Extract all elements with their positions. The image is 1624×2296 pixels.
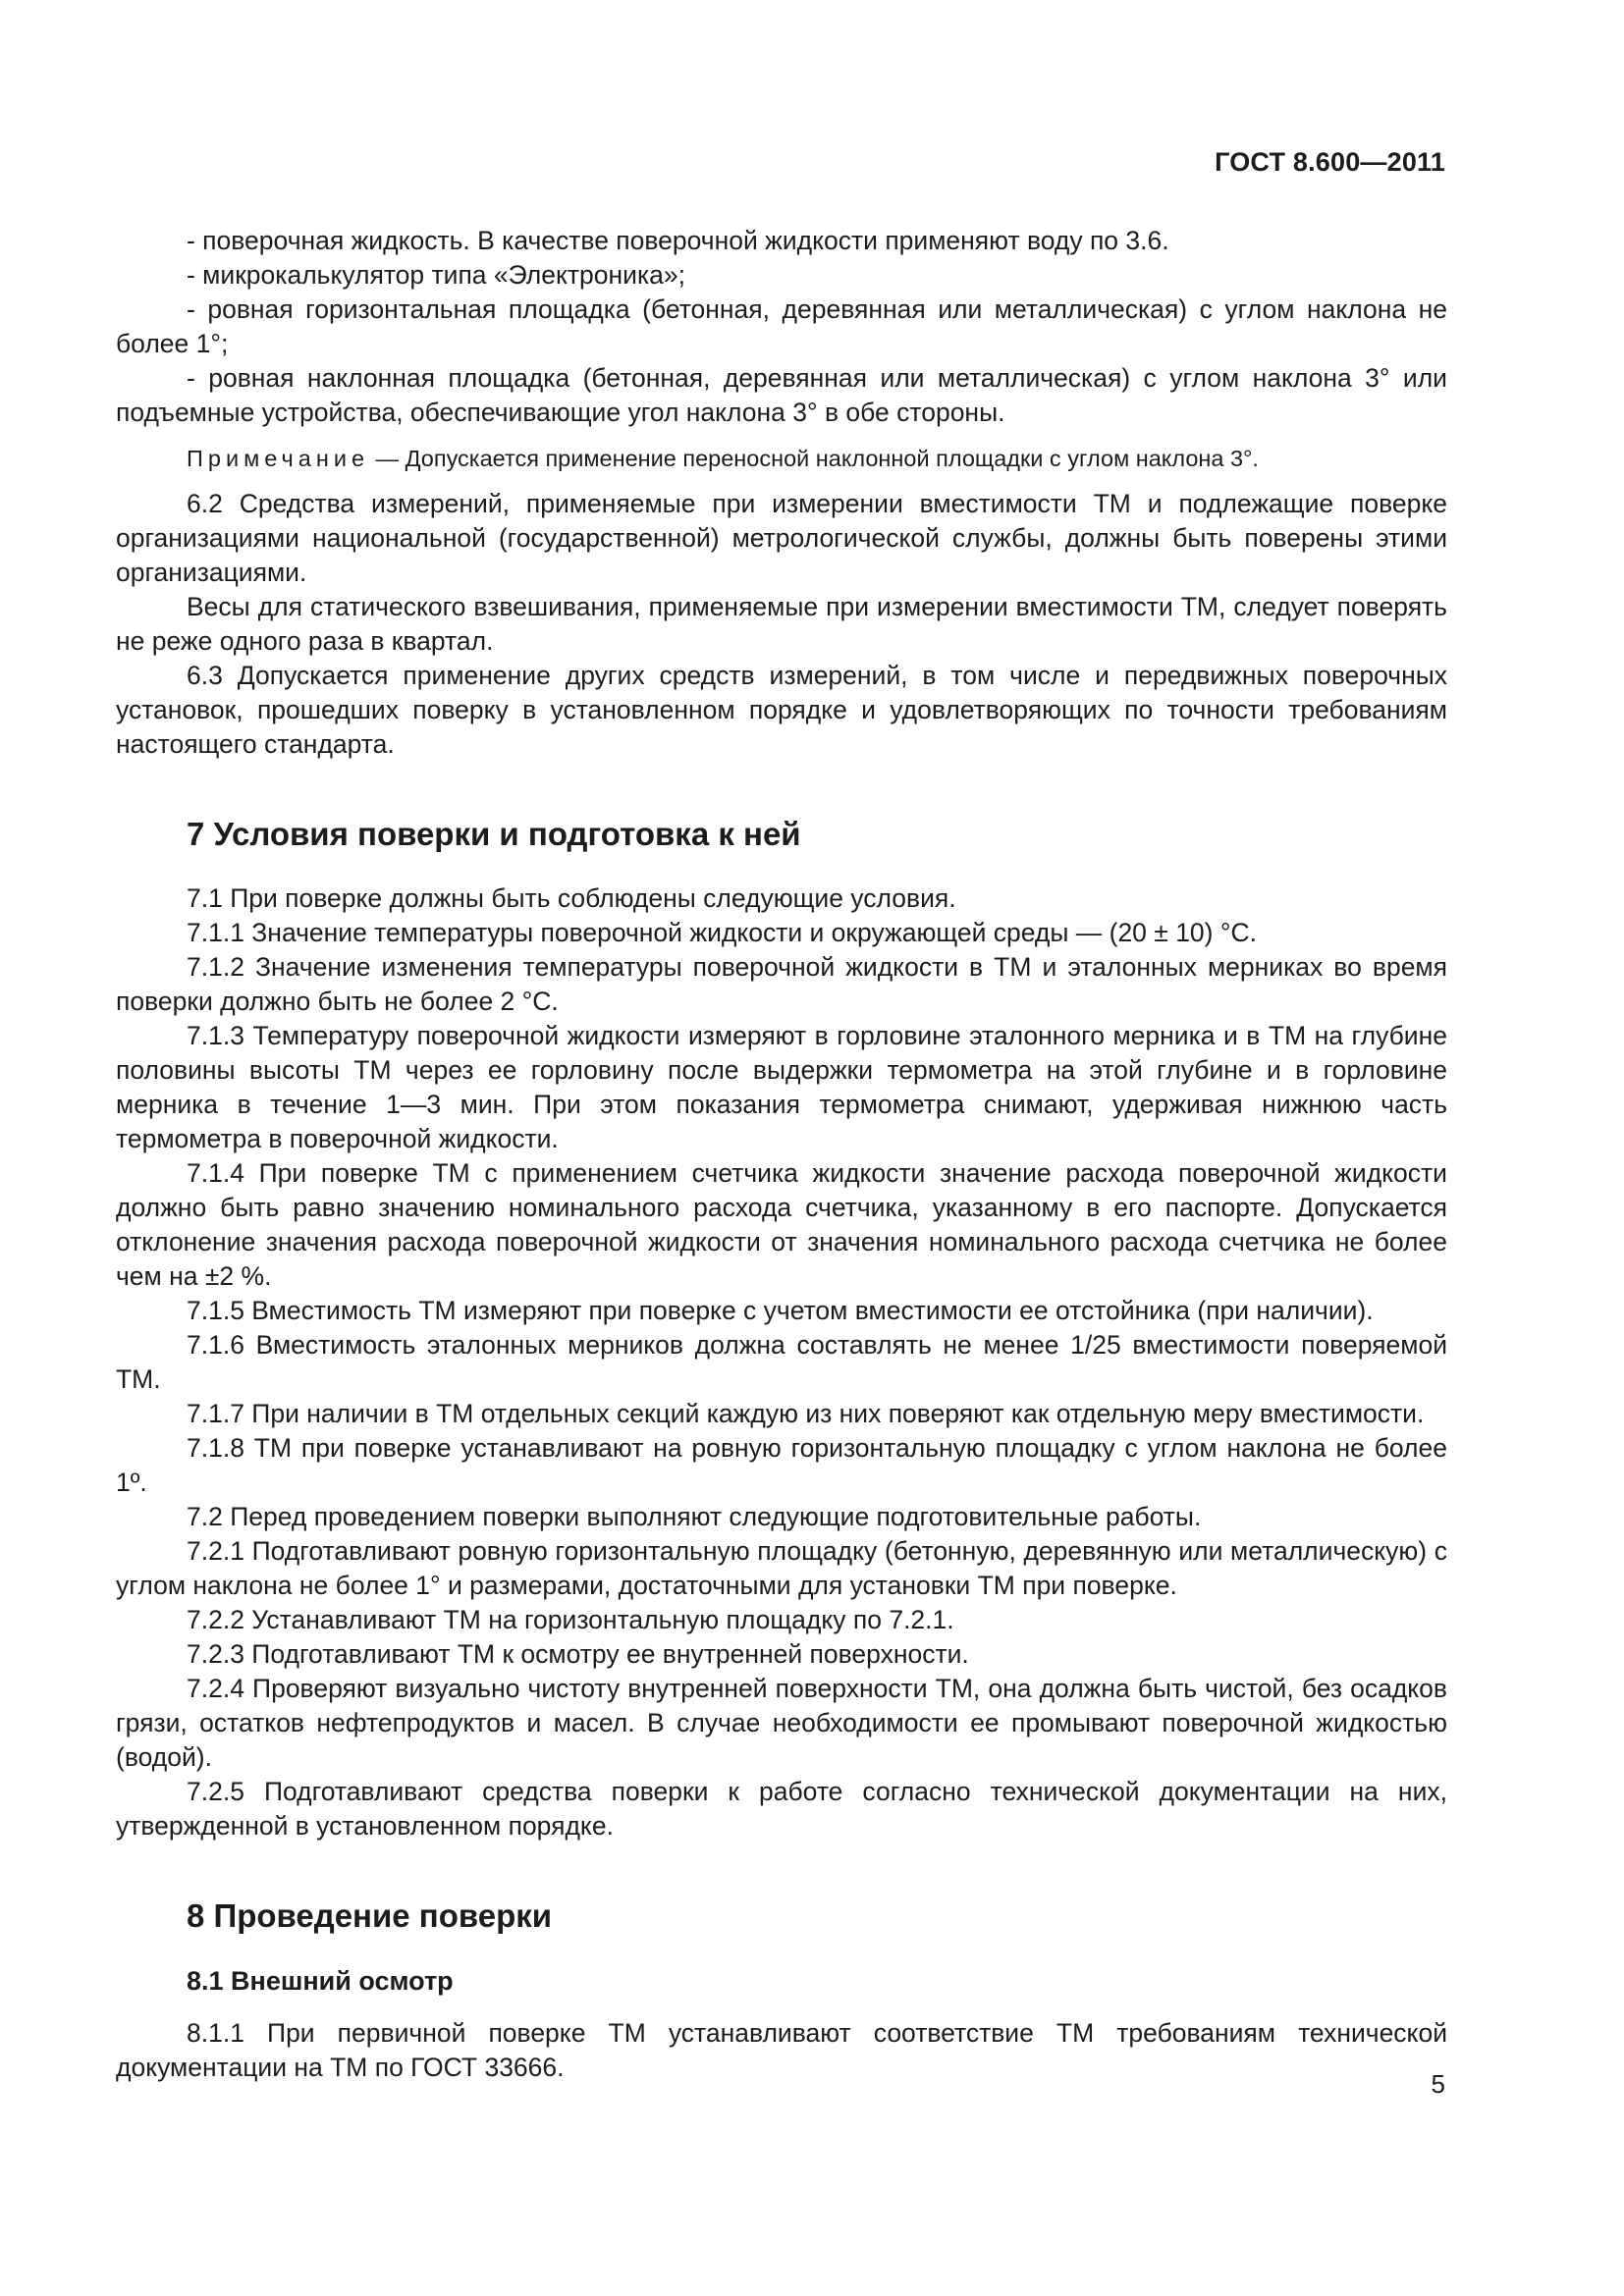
paragraph-scales: Весы для статического взвешивания, применяемые при измерении вместимости ТМ, следует поверять не реже одного раза в квартал. [116, 592, 1447, 656]
note-text: — Допускается применение переносной наклонной площадки с углом наклона 3°. [369, 446, 1259, 471]
page-content [116, 224, 1447, 2085]
paragraph-7-2-5: 7.2.5 Подготавливают средства поверки к работе согласно технической документации на них, утвержденной в установленном порядке. [116, 1777, 1447, 1841]
note-label: Примечание [187, 446, 370, 471]
paragraph-7-1-4: 7.1.4 При поверке ТМ с применением счетчика жидкости значение расхода поверочной жидкости должно быть равно значению номинального расхода счетчика, указанному в его паспорте. Допускается отклонение значения расхода поверочной жидкости от значения номинального расхода счетчика не более чем на ±2 %. [116, 1158, 1447, 1291]
list-item: - ровная наклонная площадка (бетонная, деревянная или металлическая) с углом наклона 3° или подъемные устройства, обеспечивающие угол наклона 3° в обе стороны. [116, 363, 1447, 427]
paragraph-7-2-3: 7.2.3 Подготавливают ТМ к осмотру ее внутренней поверхности. [187, 1639, 969, 1669]
section-7-heading: 7 Условия поверки и подготовка к ней [187, 816, 801, 852]
document-code: ГОСТ 8.600—2011 [1215, 147, 1445, 177]
paragraph-6-3: 6.3 Допускается применение других средств измерений, в том числе и передвижных поверочных установок, прошедших поверку в установленном порядке и удовлетворяющих по точности требованиям настоящего стандарта. [116, 661, 1447, 759]
note [116, 443, 1447, 474]
paragraph-7-1-5: 7.1.5 Вместимость ТМ измеряют при поверке с учетом вместимости ее отстойника (при наличии). [187, 1296, 1374, 1325]
paragraph-7-1-1: 7.1.1 Значение температуры поверочной жидкости и окружающей среды — (20 ± 10) °С. [187, 918, 1257, 947]
paragraph-7-1-8: 7.1.8 ТМ при поверке устанавливают на ровную горизонтальную площадку с углом наклона не более 1º. [116, 1433, 1447, 1497]
page-number: 5 [1431, 2069, 1445, 2099]
paragraph-6-2: 6.2 Средства измерений, применяемые при измерении вместимости ТМ и подлежащие поверке организациями национальной (государственной) метрологической службы, должны быть поверены этими организациями. [116, 489, 1447, 587]
paragraph-7-1-7: 7.1.7 При наличии в ТМ отдельных секций каждую из них поверяют как отдельную меру вместимости. [187, 1399, 1425, 1428]
paragraph-7-1-3: 7.1.3 Температуру поверочной жидкости измеряют в горловине эталонного мерника и в ТМ на глубине половины высоты ТМ через ее горловину после выдержки термометра на этой глубине и в горловине мерника в течение 1—3 мин. При этом показания термометра снимают, удерживая нижнюю часть термометра в поверочной жидкости. [116, 1021, 1447, 1153]
paragraph-7-1: 7.1 При поверке должны быть соблюдены следующие условия. [187, 883, 956, 913]
paragraph-7-1-2: 7.1.2 Значение изменения температуры поверочной жидкости в ТМ и эталонных мерниках во время поверки должно быть не более 2 °С. [116, 952, 1447, 1016]
subsection-8-1-heading: 8.1 Внешний осмотр [187, 1966, 454, 1996]
paragraph-7-2-4: 7.2.4 Проверяют визуально чистоту внутренней поверхности ТМ, она должна быть чистой, без осадков грязи, остатков нефтепродуктов и масел. В случае необходимости ее промывают поверочной жидкостью (водой). [116, 1674, 1447, 1772]
paragraph-7-1-6: 7.1.6 Вместимость эталонных мерников должна составлять не менее 1/25 вместимости поверяемой ТМ. [116, 1330, 1447, 1394]
paragraph-7-2-2: 7.2.2 Устанавливают ТМ на горизонтальную площадку по 7.2.1. [187, 1605, 954, 1634]
list-item: - микрокалькулятор типа «Электроника»; [187, 260, 685, 290]
list-item: - ровная горизонтальная площадка (бетонная, деревянная или металлическая) с углом наклона не более 1°; [116, 294, 1447, 358]
paragraph-7-2-1: 7.2.1 Подготавливают ровную горизонтальную площадку (бетонную, деревянную или металлическую) с углом наклона не более 1° и размерами, достаточными для установки ТМ при поверке. [116, 1536, 1447, 1600]
paragraph-8-1-1: 8.1.1 При первичной поверке ТМ устанавливают соответствие ТМ требованиям технической документации на ТМ по ГОСТ 33666. [116, 2018, 1447, 2082]
paragraph-7-2: 7.2 Перед проведением поверки выполняют следующие подготовительные работы. [187, 1502, 1202, 1531]
list-item: - поверочная жидкость. В качестве поверочной жидкости применяют воду по 3.6. [187, 226, 1169, 255]
section-8-heading: 8 Проведение поверки [187, 1897, 553, 1934]
